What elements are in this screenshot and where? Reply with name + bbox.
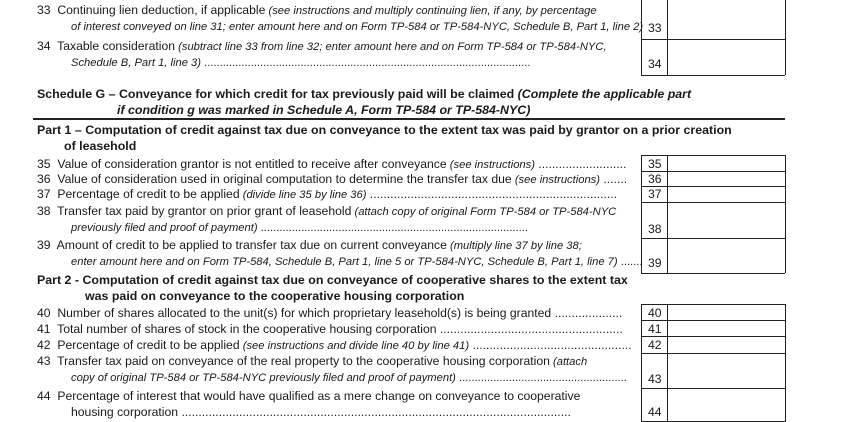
line-35-number: 35 [37, 157, 51, 171]
line-41-text [37, 322, 623, 336]
line-38-label: Transfer tax paid by grantor on prior grant of leasehold [57, 204, 352, 218]
line-34-instructions-cont: Schedule B, Part 1, line 3) [71, 57, 201, 69]
part-2-heading-cont: was paid on conveyance to the cooperative housing corporation [85, 289, 465, 303]
line-43-cont [71, 372, 627, 384]
line-34-text [37, 39, 607, 53]
line-44-number: 44 [37, 389, 51, 403]
line-35-text [37, 157, 626, 171]
schedule-g-heading [37, 87, 691, 101]
schedule-g-rule [33, 118, 785, 120]
line-35-box-label: 35 [648, 157, 662, 171]
line-40-label: Number of shares allocated to the unit(s) for which proprietary leasehold(s) is being granted [57, 306, 552, 320]
schedule-g-title: Schedule G – Conveyance for which credit for tax previously paid will be claimed [37, 87, 515, 101]
box-divider-left-part1 [641, 155, 642, 273]
line-35-instructions: (see instructions) [446, 159, 535, 171]
line-43-label: Transfer tax paid on conveyance of the real property to the cooperative housing corporation [57, 354, 550, 368]
line-41-label: Total number of shares of stock in the cooperative housing corporation [57, 322, 437, 336]
line-39-number: 39 [37, 238, 51, 252]
line-44-label-cont: housing corporation [71, 405, 179, 419]
line-38-instructions-cont: previously filed and proof of payment) [71, 222, 258, 234]
box-divider-left-part2 [641, 304, 642, 422]
line-38-instructions: (attach copy of original Form TP-584 or TP-584-NYC [351, 206, 617, 218]
box-divider-right-part2 [785, 304, 786, 422]
line-34-leader-dots: ......................................................................................................... [200, 57, 531, 69]
line-41-number: 41 [37, 322, 51, 336]
line-39-amount-field[interactable] [668, 239, 784, 272]
line-33-label: Continuing lien deduction, if applicable [57, 3, 266, 17]
line-36-text [37, 172, 627, 186]
line-35-amount-field[interactable] [668, 156, 784, 170]
line-42-leader-dots: ............................................... [469, 338, 632, 352]
line-34-box-label: 34 [648, 57, 662, 71]
part-2-heading: Part 2 - Computation of credit against tax due on conveyance of cooperative shares to the extent tax [37, 273, 628, 287]
line-38-amount-field[interactable] [668, 203, 784, 237]
box-rule-34 [641, 75, 785, 76]
line-43-amount-field[interactable] [668, 354, 784, 387]
line-38-number: 38 [37, 204, 51, 218]
line-40-leader-dots: .................... [551, 306, 623, 320]
line-40-shares-field[interactable] [668, 305, 784, 319]
line-37-text [37, 187, 617, 201]
line-43-text [37, 354, 587, 368]
line-35-leader-dots: .......................... [534, 157, 627, 171]
line-34-number: 34 [37, 39, 51, 53]
line-34-instructions: (subtract line 33 from line 32; enter amount here and on Form TP-584 or TP-584-NYC, [175, 41, 607, 53]
line-36-amount-field[interactable] [668, 172, 784, 185]
line-38-text [37, 204, 616, 218]
box-divider-right-part1 [785, 155, 786, 273]
line-38-cont [71, 222, 528, 234]
line-42-box-label: 42 [648, 338, 662, 352]
line-44-label: Percentage of interest that would have qualified as a mere change on conveyance to cooperative [57, 389, 581, 403]
line-44-cont [71, 405, 571, 419]
line-36-leader-dots: ....... [600, 172, 628, 186]
line-35-label: Value of consideration grantor is not entitled to receive after conveyance [57, 157, 447, 171]
line-39-instructions-cont: enter amount here and on Form TP-584, Schedule B, Part 1, line 5 or TP-584-NYC, Schedule B, Part 1, line 7) [71, 256, 618, 268]
line-44-leader-dots: ................................................................................................................... [178, 405, 571, 419]
line-40-box-label: 40 [648, 306, 662, 320]
line-42-number: 42 [37, 338, 51, 352]
line-38-leader-dots: ...................................................................................... [257, 222, 528, 234]
line-37-instructions: (divide line 35 by line 36) [239, 189, 367, 201]
line-36-number: 36 [37, 172, 51, 186]
line-37-percent-field[interactable] [668, 187, 784, 201]
line-36-box-label: 36 [648, 172, 662, 186]
line-44-box-label: 44 [648, 405, 662, 419]
box-rule-39 [641, 273, 785, 274]
schedule-g-note-cont: if condition g was marked in Schedule A, Form TP-584 or TP-584-NYC) [117, 103, 531, 117]
line-39-label: Amount of credit to be applied to transfer tax due on current conveyance [56, 238, 447, 252]
line-40-number: 40 [37, 306, 51, 320]
line-39-text [37, 238, 582, 252]
line-40-text [37, 306, 622, 320]
line-34-amount-field[interactable] [668, 40, 784, 74]
line-42-percent-field[interactable] [668, 337, 784, 352]
line-37-label: Percentage of credit to be applied [57, 187, 240, 201]
box-divider-left-top [641, 0, 642, 75]
line-33-instructions-cont: of interest conveyed on line 31; enter amount here and on Form TP-584 or TP-584-NYC, Schedule B, Part 1, line 2) [71, 21, 644, 33]
line-43-instructions: (attach [549, 356, 588, 368]
line-41-box-label: 41 [648, 322, 662, 336]
line-39-box-label: 39 [648, 256, 662, 270]
line-43-box-label: 43 [648, 372, 662, 386]
line-38-box-label: 38 [648, 222, 662, 236]
line-41-leader-dots: ...................................................... [436, 322, 623, 336]
line-33-amount-field[interactable] [668, 0, 784, 38]
box-divider-right-top [785, 0, 786, 75]
line-44-percent-field[interactable] [668, 389, 784, 420]
line-33-box-label: 33 [648, 21, 662, 35]
part-1-heading-cont: of leasehold [64, 139, 137, 153]
line-36-label: Value of consideration used in original computation to determine the transfer tax due [57, 172, 512, 186]
line-39-instructions: (multiply line 37 by line 38; [446, 240, 582, 252]
line-44-text [37, 389, 580, 403]
line-42-instructions: (see instructions and divide line 40 by line 41) [239, 340, 470, 352]
line-43-leader-dots: ...................................................... [455, 372, 627, 384]
line-42-text [37, 338, 632, 352]
line-37-number: 37 [37, 187, 51, 201]
line-34-label: Taxable consideration [57, 39, 176, 53]
line-43-instructions-cont: copy of original TP-584 or TP-584-NYC previously filed and proof of payment) [71, 372, 456, 384]
line-33-number: 33 [37, 3, 51, 17]
line-42-label: Percentage of credit to be applied [57, 338, 240, 352]
part-1-heading: Part 1 – Computation of credit against tax due on conveyance to the extent tax was paid by grantor on a prior creation [37, 123, 732, 137]
line-39-cont [71, 256, 642, 268]
line-34-cont [71, 57, 530, 69]
line-43-number: 43 [37, 354, 51, 368]
line-37-leader-dots: ......................................................................... [366, 187, 618, 201]
line-39-leader-dots: ....... [617, 256, 643, 268]
line-36-instructions: (see instructions) [511, 174, 601, 186]
schedule-g-note: (Complete the applicable part [514, 87, 692, 101]
line-33-instructions: (see instructions and multiply continuing lien, if any, by percentage [265, 5, 597, 17]
line-37-box-label: 37 [648, 187, 662, 201]
line-41-shares-field[interactable] [668, 321, 784, 335]
line-33-text [37, 3, 597, 17]
